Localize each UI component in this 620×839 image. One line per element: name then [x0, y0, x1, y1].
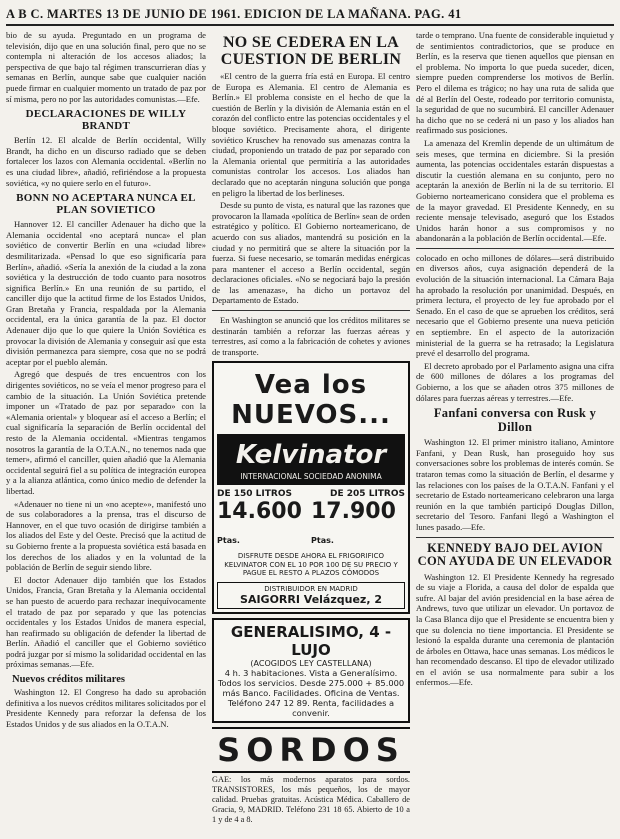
- advert-headline: Vea los NUEVOS...: [231, 370, 391, 431]
- article-text: Berlín 12. El alcalde de Berlín occidental, Willy Brandt, ha dicho en un discurso radiado que se deben fortalecer los lazos con Alemania occidental. «Berlín no es una ciudad libre», añadió, refiriéndose a la propuesta soviética, «y no quiere serlo en el futuro».: [6, 135, 206, 188]
- advert-body: GAE: los más modernos aparatos para sordos. TRANSISTORES, los más pequeños, los de mayor calidad. Pruebas gratuitas. Acústica Médica. Caballero de Gracia, 9, MADRID. Teléfono 231 18 65. Abierto de 10 a 1 y de 4 a 8.: [212, 774, 410, 824]
- advert-generalisimo: [212, 618, 410, 723]
- divider: [416, 248, 614, 249]
- brand-logo: Kelvinator: [217, 434, 405, 472]
- article-text: colocado en ocho millones de dólares—será distribuido en diversos años, cuya asignación dependerá de la evolución de la situación internacional. La Cámara Baja ha aprobado la resolución por unanimidad. Después, en primera lectura, el proyecto de ley fue aprobado por el Senado. En el caso de que se aprueben los créditos, será necesario que el Gobierno presente una nueva petición en septiembre. En el aspecto de la autorización ministerial de la guerra se ha retrasado; la Legislatura prevé el desarrollo del programa.: [416, 252, 614, 359]
- divider: [212, 310, 410, 311]
- column-center: [212, 30, 410, 836]
- article-text: tarde o temprano. Una fuente de considerable inquietud y de sentimientos contradictorios, que se produce en Berlín, es la reserva que tienen aquellos que piensan en el problema. No importa lo que pueda suceder, dicen, siempre pueden comprenderse los motivos de Berlín. Pero el dilema es trágico; no hay una ruta de salida que dé al Berlín del Oeste, rodeado por territorio comunista, la seguridad de que no sucumbirá. El canciller Adenauer ha dicho que no se cederá ni un paso y los aliados han reafirmado sus posiciones.: [416, 30, 614, 136]
- divider: [416, 537, 614, 538]
- article-text: La amenaza del Kremlin depende de un ultimátum de seis meses, que termina en diciembre. Si la presión aumenta, las potencias occidentales estarán dispuestas a discutir la cuestión alemana en su conjunto, pero no aceptarán la anexión de Berlín ni la de su territorio. El Gobierno norteamericano considera que el problema es de la mayor gravedad. El Presidente Kennedy, en su reciente mensaje televisado, aseguró que los Estados Unidos harán honor a sus compromisos y no abandonarán a la población de Berlín occidental.—Efe.: [416, 137, 614, 244]
- price-1: 14.600 Ptas.: [217, 499, 302, 546]
- headline-berlin: NO SE CEDERA EN LA CUESTION DE BERLIN: [220, 34, 402, 68]
- article-text: «Adenauer no tiene ni un «no acepte»», manifestó uno de sus colaboradores a la prensa, tras el discurso de Hannover, en el que tuvo ocasión de dirigirse también a los aliados del Este y del Oeste. Precisó que la actitud de su Gobierno frente a la propuesta soviética está basada en los derechos de los aliados y en la voluntad de la población de Berlín de seguir siendo libre.: [6, 498, 206, 573]
- headline-brandt: DECLARACIONES DE WILLY BRANDT: [25, 108, 187, 133]
- brand-subtitle: INTERNACIONAL SOCIEDAD ANONIMA: [217, 472, 405, 485]
- headline-kennedy: KENNEDY BAJO DEL AVION CON AYUDA DE UN ELEVADOR: [417, 540, 613, 569]
- column-right: [416, 30, 614, 836]
- subheadline-creditos: Nuevos créditos militares: [12, 674, 125, 686]
- article-text: Desde su punto de vista, es natural que las razones que provocaron la llamada «política de Berlín» sean de orden estratégico y político. El Gobierno norteamericano, de acuerdo con sus aliados, mantendrá su posición en la ciudad y no permitirá que se altere la situación por la fuerza. Si fuese necesario, se tomarán medidas enérgicas para mantener el acceso a Berlín occidental, según declaraciones oficiales. «No se negociará bajo la presión de las amenazas», ha dicho un portavoz del Departamento de Estado.: [212, 200, 410, 306]
- article-text: En Washington se anunció que los créditos militares se destinarán también a reforzar las fuerzas aéreas y terrestres, así como a la fabricación de cohetes y aviones de transporte.: [212, 315, 410, 357]
- column-left: [6, 30, 206, 836]
- article-text: Washington 12. El primer ministro italiano, Amintore Fanfani, y Dean Rusk, han proseguido hoy sus conversaciones sobre los problemas de interés común. Se trataron temas como la situación de Berlín, el desarme y las relaciones con los países de la O.T.A.N. Fanfani y el secretario de Estado norteamericano celebraron una larga reunión en la que también participó Douglas Dillon, secretario del Tesoro. Fanfani llegó a Washington el lunes pasado.—Efe.: [416, 437, 614, 532]
- page-header: A B C. MARTES 13 DE JUNIO DE 1961. EDICION DE LA MAÑANA. PAG. 41: [6, 6, 614, 26]
- article-text: Washington 12. El Presidente Kennedy ha regresado de su viaje a Florida, a causa del dolor de espalda que sufre. Al bajar del avión presidencial en la base aérea de Andrews, tuvo que utilizar un elevador. Un portavoz de la Casa Blanca dijo que el Presidente se encuentra bien y que su dolencia no tiene importancia. El Presidente se lesionó la espalda durante una ceremonia de plantación de árboles en Ottawa, hace unas semanas. Los médicos le han recomendado descanso. El tipo de elevador utilizado en el avión se usa normalmente para subir a los enfermos.—Efe.: [416, 571, 614, 688]
- advert-title: GENERALISIMO, 4 - LUJO: [230, 622, 392, 659]
- advert-promo: DISFRUTE DESDE AHORA EL FRIGORIFICO KELVINATOR CON EL 10 POR 100 DE SU PRECIO Y PAGUE EL RESTO A PLAZOS CÓMODOS: [224, 552, 398, 578]
- advert-body: 4 h. 3 habitaciones. Vista a Generalísimo. Todos los servicios. Desde 275.000 + 85.000 más Banco. Facilidades. Oficina de Ventas. Teléfono 247 12 89. Renta, facilidades a convenir.: [217, 667, 405, 718]
- advert-subtitle: (ACOGIDOS LEY CASTELLANA): [250, 658, 372, 668]
- article-text: El doctor Adenauer dijo también que los Estados Unidos, Francia, Gran Bretaña y la Alemania occidental se han puesto de acuerdo para rechazar inequívocamente el tratado de paz por separado y que las potencias occidentales y los Estados Unidos de manera especial, han reafirmado su obligación de defender la libertad de Berlín. Añadió el canciller que el Gobierno soviético podrá juzgar por sí mismo la solidaridad occidental en las próximas semanas.—Efe.: [6, 574, 206, 670]
- advert-kelvinator: [212, 361, 410, 614]
- article-text: El decreto aprobado por el Parlamento asigna una cifra de 600 millones de dólares a los programas del Gobierno, a los que se añaden otros 375 millones de dólares para fuerzas aéreas y terrestres.—Efe.: [416, 360, 614, 403]
- article-text: Washington 12. El Congreso ha dado su aprobación definitiva a los nuevos créditos militares solicitados por el Presidente Kennedy para reforzar la defensa de los Estados Unidos y de sus aliados en la O.T.A.N.: [6, 687, 206, 729]
- advert-title: SORDOS: [212, 727, 410, 773]
- model-2-label: DE 205 LITROS: [330, 489, 405, 500]
- advert-sordos: [212, 727, 410, 825]
- headline-fanfani: Fanfani conversa con Rusk y Dillon: [433, 406, 597, 434]
- article-text: «El centro de la guerra fría está en Europa. El centro de Europa es Alemania. El centro de Alemania es Berlín.» El problema consiste en el hecho de que la cuestión de Berlín y la división de Alemania están en el corazón del conflicto entre las potencias occidentales y el bloque soviético. Precisamente ahora, el dirigente soviético Kruschev ha renovado sus amenazas contra la ciudad, proponiendo un tratado de paz por separado con la Alemania oriental que permitiría a las autoridades comunistas controlar los accesos. Los aliados han declarado que no aceptarán ninguna solución que ponga en peligro la libertad de los berlineses.: [212, 71, 410, 198]
- model-1-label: DE 150 LITROS: [217, 489, 292, 500]
- price-2: 17.900 Ptas.: [311, 499, 396, 546]
- advert-dealer: DISTRIBUIDOR EN MADRID SAIGORRI Velázquez, 2: [217, 582, 405, 609]
- article-text: Hannover 12. El canciller Adenauer ha dicho que la Alemania occidental «no aceptará nunca» el plan soviético de convertir Berlín en una «ciudad libre» desmilitarizada. «Pensad lo que eso significaría para Berlín», añadió. «Sería la anexión de la ciudad a la zona soviética y la destrucción de todo cuanto para nosotros significa Berlín.» En una reunión de su partido, el canciller dijo que la actitud firme de los Estados Unidos, Gran Bretaña y Francia, respaldada por la Alemania occidental, era la única garantía de la paz. El doctor Adenauer dijo que lo que quiere la Unión Soviética es provocar la división de Alemania y conseguir así que esta división permanezca para siempre, cosa que no se podrá aceptar por el pueblo alemán.: [6, 219, 206, 367]
- model-prices: [217, 499, 405, 549]
- model-labels: [217, 489, 405, 499]
- article-text: bio de su ayuda. Preguntado en un programa de televisión, dijo que en una solución final, pero que no se contempla ni alteración de los accesos aliados; la perspectiva de que bajo tal régimen transcurrieran días y semanas en Berlín, aunque sabe que cualquier nación puede firmar en cualquier momento un tratado de paz por sí misma, pero no por las autoridades comunistas.—Efe.: [6, 30, 206, 104]
- headline-bonn: BONN NO ACEPTARA NUNCA EL PLAN SOVIETICO: [16, 192, 196, 217]
- article-text: Agregó que después de tres encuentros con los dirigentes soviéticos, no se veía el menor progreso para el cambio de la situación. La Unión Soviética pretende imponer un «Tratado de paz por separado» con la «Alemania oriental» y bloquear así el acceso a Berlín; el cual significaría la separación de Berlín occidental del resto de la Alemania occidental. «Mientras tengamos nosotros la garantía de la O.T.A.N., no tenemos nada que temer», afirmó el canciller, quien añadió que la Alemania occidental seguirá fiel a su política de integración europea y a la alianza atlántica, como único medio de defender la libertad.: [6, 369, 206, 496]
